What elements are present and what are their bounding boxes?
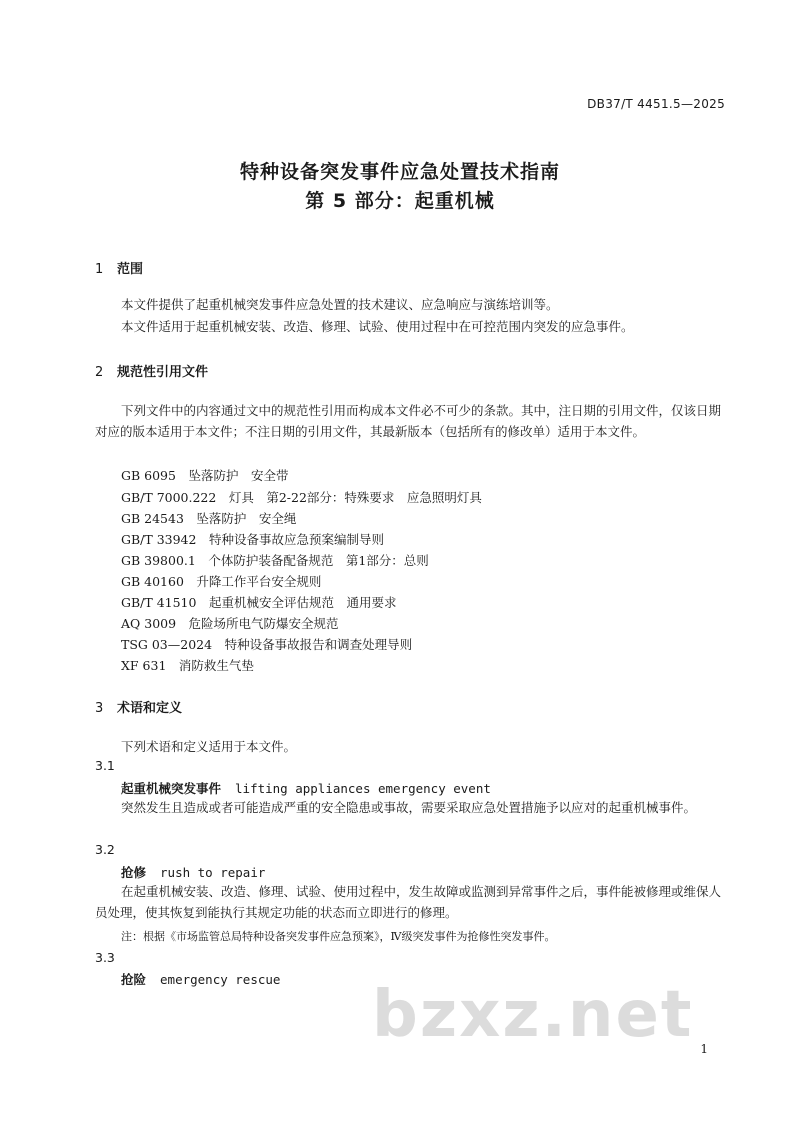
scope-paragraph-1: 本文件提供了起重机械突发事件应急处置的技术建议、应急响应与演练培训等。 — [121, 297, 559, 312]
terms-intro-paragraph: 下列术语和定义适用于本文件。 — [121, 739, 297, 754]
term-english: lifting appliances emergency event — [235, 781, 491, 796]
reference-item: TSG 03—2024 特种设备事故报告和调查处理导则 — [121, 637, 413, 652]
term-number: 3.3 — [95, 950, 115, 965]
term-heading — [121, 779, 491, 797]
term-note: 注：根据《市场监管总局特种设备突发事件应急预案》，Ⅳ级突发事件为抢修性突发事件。 — [121, 930, 556, 943]
reference-item: AQ 3009 危险场所电气防爆安全规范 — [121, 616, 339, 631]
document-title: 特种设备突发事件应急处置技术指南 — [239, 161, 560, 183]
term-chinese: 起重机械突发事件 — [121, 781, 222, 796]
section-title: 术语和定义 — [117, 701, 183, 716]
term-chinese: 抢修 — [121, 865, 147, 880]
reference-item: GB/T 7000.222 灯具 第2-22部分：特殊要求 应急照明灯具 — [121, 490, 482, 505]
section-title: 规范性引用文件 — [117, 365, 209, 380]
term-number: 3.1 — [95, 758, 115, 773]
document-subtitle: 第 5 部分：起重机械 — [305, 190, 495, 212]
reference-item: XF 631 消防救生气垫 — [121, 658, 254, 673]
reference-item: GB/T 41510 起重机械安全评估规范 通用要求 — [121, 595, 397, 610]
normative-intro-paragraph: 下列文件中的内容通过文中的规范性引用而构成本文件必不可少的条款。其中，注日期的引用文件，仅该日期对应的版本适用于本文件；不注日期的引用文件，其最新版本（包括所有的修改单）适用于本文件。 — [95, 403, 722, 439]
document-code: DB37/T 4451.5—2025 — [587, 97, 725, 111]
reference-item: GB 39800.1 个体防护装备配备规范 第1部分：总则 — [121, 553, 429, 568]
section-title: 范围 — [117, 262, 144, 277]
reference-item: GB/T 33942 特种设备事故应急预案编制导则 — [121, 532, 384, 547]
page-number: 1 — [700, 1042, 708, 1056]
term-heading — [121, 970, 280, 988]
section-heading-scope — [95, 258, 143, 277]
reference-item: GB 6095 坠落防护 安全带 — [121, 468, 289, 483]
term-number: 3.2 — [95, 842, 115, 857]
term-heading — [121, 863, 265, 881]
section-number: 3 — [95, 701, 104, 716]
term-definition: 在起重机械安装、改造、修理、试验、使用过程中，发生故障或监测到异常事件之后，事件能被修理或维保人员处理，使其恢复到能执行其规定功能的状态而立即进行的修理。 — [95, 884, 722, 920]
term-english: emergency rescue — [160, 972, 281, 987]
scope-paragraph-2: 本文件适用于起重机械安装、改造、修理、试验、使用过程中在可控范围内突发的应急事件。 — [121, 319, 634, 334]
reference-item: GB 40160 升降工作平台安全规则 — [121, 574, 322, 589]
section-heading-normative-references — [95, 361, 208, 380]
reference-item: GB 24543 坠落防护 安全绳 — [121, 511, 297, 526]
section-number: 1 — [95, 262, 104, 277]
term-chinese: 抢险 — [121, 972, 147, 987]
term-definition: 突然发生且造成或者可能造成严重的安全隐患或事故，需要采取应急处置措施予以应对的起重机械事件。 — [121, 800, 697, 815]
section-number: 2 — [95, 365, 104, 380]
watermark: bzxz.net — [372, 978, 694, 1052]
section-heading-terms-definitions — [95, 697, 182, 716]
term-english: rush to repair — [160, 865, 266, 880]
